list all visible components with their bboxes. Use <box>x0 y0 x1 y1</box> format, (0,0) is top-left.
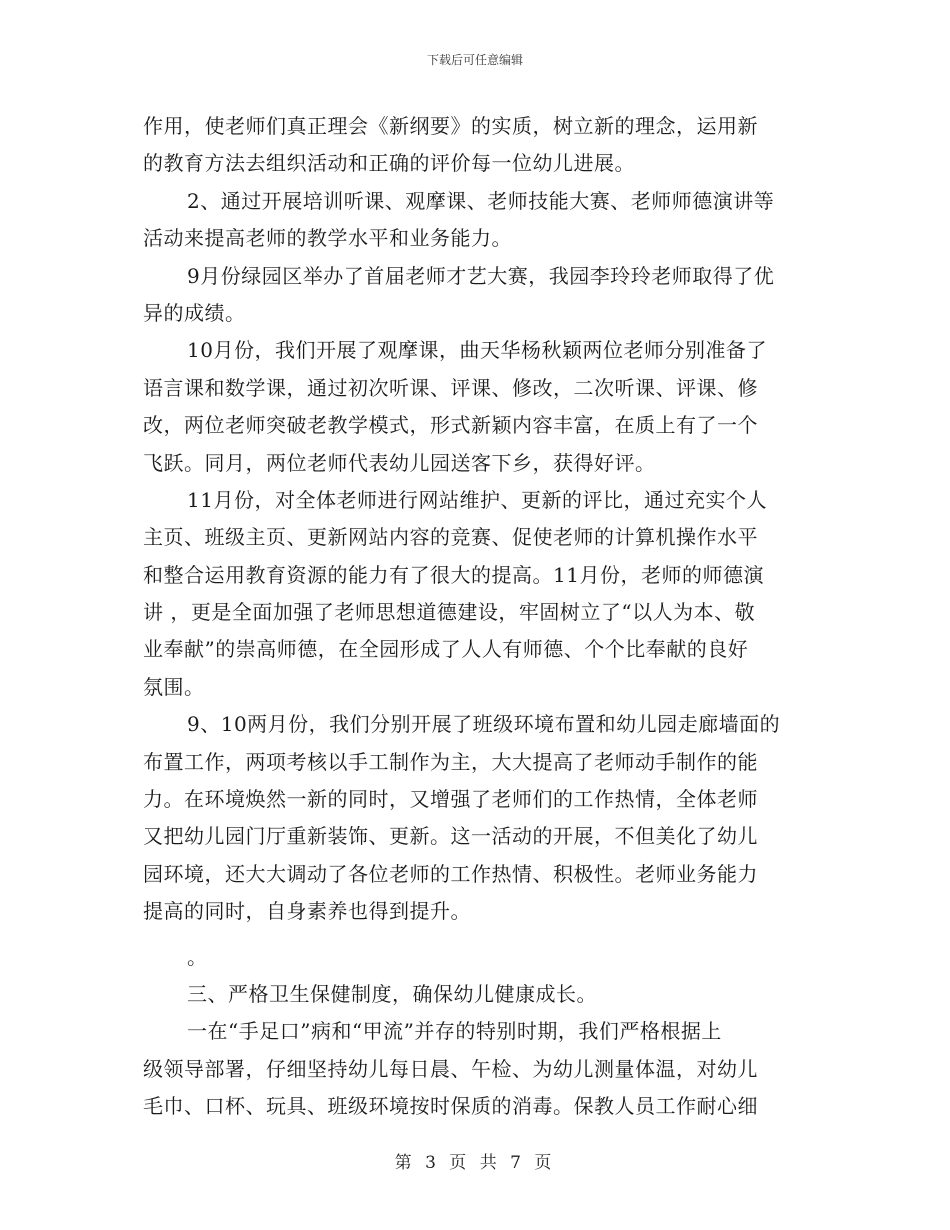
body-line: 异的成绩。 <box>143 300 246 325</box>
body-line: 9月份绿园区举办了首届老师才艺大赛，我园李玲玲老师取得了优 <box>187 263 775 288</box>
body-line: 10月份，我们开展了观摩课，曲天华杨秋颖两位老师分别准备了 <box>187 338 767 363</box>
body-line: 氛围。 <box>143 674 205 699</box>
body-line: 一在“手足口”病和“甲流”并存的特别时期，我们严格根据上 <box>187 1019 722 1044</box>
body-line: 提高的同时，自身素养也得到提升。 <box>143 899 471 924</box>
body-line: 9、10两月份，我们分别开展了班级环境布置和幼儿园走廊墙面的 <box>187 712 781 737</box>
body-line: 2、通过开展培训听课、观摩课、老师技能大赛、老师师德演讲等 <box>187 188 775 213</box>
body-line: 改，两位老师突破老教学模式，形式新颖内容丰富，在质上有了一个 <box>143 413 758 438</box>
page-header-note: 下载后可任意编辑 <box>426 53 523 67</box>
body-line: 。 <box>187 944 208 969</box>
body-line: 毛巾、口杯、玩具、班级环境按时保质的消毒。保教人员工作耐心细 <box>143 1094 758 1119</box>
body-line: 11月份，对全体老师进行网站维护、更新的评比，通过充实个人 <box>187 487 767 512</box>
body-line: 的教育方法去组织活动和正确的评价每一位幼儿进展。 <box>143 151 635 176</box>
body-line: 语言课和数学课，通过初次听课、评课、修改，二次听课、评课、修 <box>143 375 758 400</box>
body-line: 和整合运用教育资源的能力有了很大的提高。11月份，老师的师德演 <box>143 562 764 587</box>
body-line: 级领导部署，仔细坚持幼儿每日晨、午检、为幼儿测量体温，对幼儿 <box>143 1056 758 1081</box>
body-line: 飞跃。同月，两位老师代表幼儿园送客下乡，获得好评。 <box>143 450 656 475</box>
body-line: 讲 ，更是全面加强了老师思想道德建设，牢固树立了“以人为本、敬 <box>143 600 756 625</box>
body-line: 作用，使老师们真正理会《新纲要》的实质，树立新的理念，运用新 <box>143 114 758 138</box>
body-line: 又把幼儿园门厅重新装饰、更新。这一活动的开展，不但美化了幼儿 <box>143 824 758 849</box>
section-heading: 三、严格卫生保健制度，确保幼儿健康成长。 <box>187 981 597 1006</box>
body-line: 布置工作，两项考核以手工制作为主，大大提高了老师动手制作的能 <box>143 749 758 774</box>
body-line: 主页、班级主页、更新网站内容的竞赛、促使老师的计算机操作水平 <box>143 525 758 550</box>
body-line: 力。在环境焕然一新的同时，又增强了老师们的工作热情，全体老师 <box>143 787 758 812</box>
page-number: 第 3 页 共 7 页 <box>394 1153 556 1173</box>
body-line: 业奉献”的崇高师德，在全园形成了人人有师德、个个比奉献的良好 <box>143 637 749 662</box>
body-line: 园环境，还大大调动了各位老师的工作热情、积极性。老师业务能力 <box>143 861 758 886</box>
document-body <box>143 108 811 1126</box>
body-line: 活动来提高老师的教学水平和业务能力。 <box>143 226 512 251</box>
